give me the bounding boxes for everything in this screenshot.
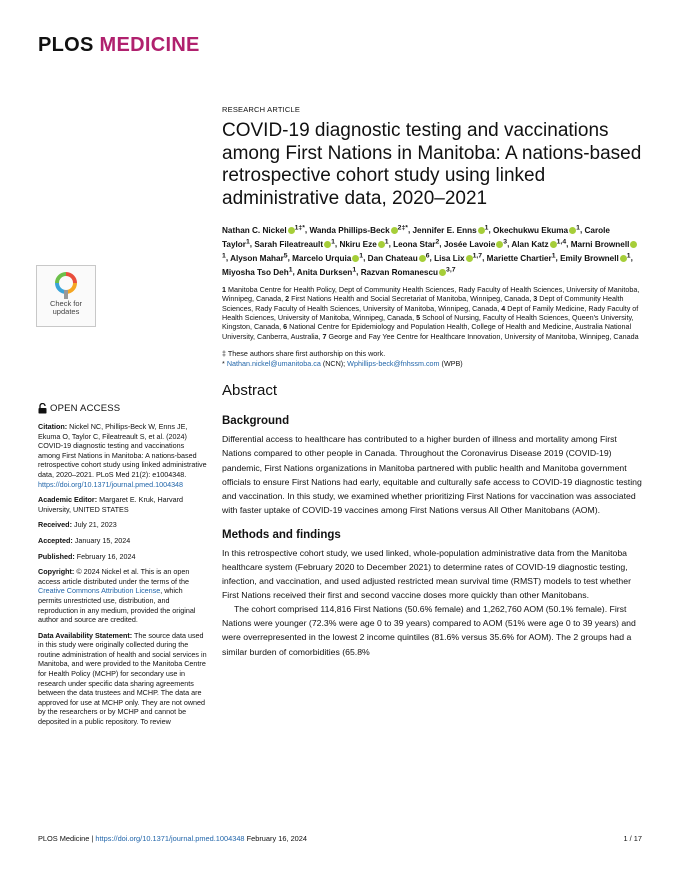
affiliation-number: 1	[222, 284, 226, 294]
published-block	[38, 552, 208, 562]
author[interactable]	[360, 265, 456, 277]
author-affiliation-marker: 1	[484, 224, 489, 232]
check-for-updates-badge[interactable]	[36, 265, 96, 327]
author-name: Anita Durksen	[296, 267, 353, 277]
page-number: 1 / 17	[623, 834, 642, 843]
orcid-icon[interactable]	[466, 255, 473, 262]
author-affiliation-marker: 3,7	[446, 265, 456, 273]
orcid-icon[interactable]	[439, 269, 446, 276]
affiliation-number: 3	[533, 294, 538, 304]
affiliations	[222, 285, 642, 341]
author-affiliation-marker: 1	[626, 252, 631, 260]
check-updates-label-1: Check for	[49, 299, 83, 308]
citation-label: Citation:	[38, 422, 68, 431]
corresponding-author-note	[222, 359, 642, 369]
author-affiliation-marker: 1,7	[472, 252, 483, 260]
author-name: Alyson Mahar	[230, 253, 284, 263]
author-affiliation-marker: 2	[435, 238, 440, 246]
methods-paragraph-1: In this retrospective cohort study, we used linked, whole-population administrative data from the Manitoba healthcare system (February 2020 to December 2021) to determine rates of COVID-19 diagnostic testing, infection, and vaccination, and used adjusted restricted mean survival time (RMST) models to test whether First Nations received their first and second vaccine doses more quickly than other Manitobans.	[222, 547, 631, 601]
author-name: Carole Taylor	[222, 226, 610, 249]
orcid-icon[interactable]	[630, 241, 637, 248]
orcid-icon[interactable]	[324, 241, 331, 248]
orcid-icon[interactable]	[478, 227, 485, 234]
author[interactable]	[368, 254, 430, 263]
check-updates-icon	[53, 270, 79, 300]
footer-citation	[38, 834, 307, 843]
methods-heading: Methods and findings	[222, 528, 341, 541]
data-availability-block	[38, 631, 208, 727]
abstract-heading: Abstract	[222, 382, 278, 400]
footer-journal: PLOS Medicine |	[38, 834, 94, 843]
editor-text: Margaret E. Kruk, Harvard University, UNITED STATES	[38, 495, 184, 514]
author-name: Nkiru Eze	[339, 239, 377, 249]
author-affiliation-marker: 1	[245, 238, 250, 246]
author-affiliation-marker: 1	[551, 252, 556, 260]
methods-paragraph-2: The cohort comprised 114,816 First Nations (50.6% female) and 1,262,760 AOM (50.1% female). First Nations were younger (72.3% were age 0 to 39 years) compared to AOM (51% were age 0 to 39 years) and were overrepresented in the lowest 2 income quintiles (81.6% versus 35.6% for AOM). The 2 groups had a similar burden of comorbidities (65.8%	[222, 604, 636, 657]
equal-contribution-note: ‡ These authors share first authorship on this work.	[222, 349, 386, 359]
author-name: Josée Lavoie	[443, 239, 496, 249]
page-footer	[38, 834, 642, 843]
affiliation-number: 6	[283, 322, 288, 332]
author[interactable]	[230, 254, 288, 263]
author-name: Okechukwu Ekuma	[493, 226, 569, 236]
orcid-icon[interactable]	[550, 241, 557, 248]
editor-label: Academic Editor:	[38, 495, 98, 505]
author[interactable]	[393, 240, 439, 249]
author[interactable]	[254, 240, 335, 249]
affiliation-text: George and Fay Yee Centre for Healthcare Innovation, University of Manitoba, Winnipeg, Canada	[328, 331, 639, 341]
orcid-icon[interactable]	[419, 255, 426, 262]
open-access-label	[38, 403, 208, 414]
author[interactable]	[309, 226, 408, 235]
affiliation-number: 2	[285, 294, 290, 304]
author[interactable]	[434, 254, 482, 263]
published-date: February 16, 2024	[76, 551, 136, 561]
affiliation-text: School of Nursing, Faculty of Health Sciences, Queen's University, Kingston, Canada,	[222, 312, 634, 332]
copyright-block	[38, 567, 208, 625]
author-affiliation-marker: 5	[283, 252, 288, 260]
author-name: Mariette Chartier	[486, 253, 552, 263]
author-name: Leona Star	[393, 239, 436, 249]
author-name: Wanda Phillips-Beck	[309, 226, 390, 236]
data-availability-text: The source data used in this study were originally collected during the routine administration of health and social services in Manitoba, and were provided to the Manitoba Centre for Health Policy (MCHP) for secondary use in research under specific data sharing agreements between the data trustees and MCHP. The data are approved for use at MCHP only. They are not owned by the researchers or by MCHP and cannot be deposited in a public repository. To review	[38, 630, 207, 727]
accepted-block	[38, 536, 208, 546]
author[interactable]	[511, 240, 566, 249]
affiliation-text: First Nations Health and Social Secretariat of Manitoba, Winnipeg, Canada,	[291, 294, 532, 304]
author-affiliation-marker: 6	[425, 252, 430, 260]
open-lock-icon	[38, 403, 47, 414]
affiliation-number: 5	[416, 312, 421, 322]
copyright-text: © 2024 Nickel et al. This is an open access article distributed under the terms of the	[38, 567, 190, 586]
citation-text: Nickel NC, Phillips-Beck W, Enns JE, Ekuma O, Taylor C, Fileatreault S, et al. (2024) COVID-19 diagnostic testing and vaccinations among First Nations in Manitoba: A nations-based retrospective cohort study using linked administrative data, 2020–2021. PLoS Med 21(2): e1004348.	[38, 422, 207, 479]
data-availability-label: Data Availability Statement:	[38, 630, 133, 640]
author-affiliation-marker: 2‡*	[397, 224, 408, 232]
author-name: Miyosha Tso Deh	[222, 267, 289, 277]
journal-name-plos: PLOS	[38, 34, 94, 56]
affiliation-number: 4	[501, 303, 506, 313]
author-name: Marcelo Urquia	[292, 253, 352, 263]
background-paragraph: Differential access to healthcare has contributed to a higher burden of illness and mortality among First Nations compared to other people in Canada. Throughout the Coronavirus Disease 2019 (COVID-19) pandemic, First Nations organizations in Manitoba partnered with public health and Manitoba government officials to ensure First Nations had early, equitable and culturally safe access to COVID-19 diagnostic testing and vaccination. In this study, we examined whether prioritizing First Nations for vaccination was associated with faster uptake of COVID-19 vaccines among First Nations versus All Other Manitobans (AOM).	[222, 434, 642, 515]
author-affiliation-marker: 1	[288, 265, 293, 273]
citation-block	[38, 422, 208, 489]
corresponding-star: *	[222, 358, 225, 368]
orcid-icon[interactable]	[391, 227, 398, 234]
author-affiliation-marker: 1	[576, 224, 580, 232]
affiliation-text: Dept of Family Medicine, Rady Faculty of Health Sciences, University of Manitoba, Winnipeg, Canada,	[222, 303, 639, 322]
author-affiliation-marker: 1,4	[556, 238, 567, 246]
author-name: Dan Chateau	[367, 253, 418, 263]
author-affiliation-marker: 1	[384, 238, 389, 246]
orcid-icon[interactable]	[378, 241, 385, 248]
article-title: COVID-19 diagnostic testing and vaccinations among First Nations in Manitoba: A nations-based retrospective cohort study using linked administrative data, 2020–2021	[222, 120, 642, 209]
copyright-label: Copyright:	[38, 567, 75, 577]
author-name: Marni Brownell	[570, 239, 630, 249]
open-access-text: OPEN ACCESS	[50, 402, 121, 414]
license-link[interactable]: Creative Commons Attribution License	[38, 586, 161, 596]
author-name: Sarah Fileatreault	[254, 239, 324, 249]
author[interactable]	[222, 265, 293, 277]
author[interactable]	[493, 226, 580, 235]
author[interactable]	[560, 254, 631, 263]
corresponding-initials-2: (WPB)	[441, 358, 463, 368]
author-name: Lisa Lix	[434, 253, 465, 263]
author-affiliation-marker: 1	[331, 238, 335, 246]
author-affiliation-marker: 1‡*	[294, 224, 305, 232]
author[interactable]	[413, 226, 489, 235]
footer-date: February 16, 2024	[246, 834, 308, 843]
author[interactable]	[296, 265, 357, 277]
author-name: Jennifer E. Enns	[412, 226, 477, 236]
author-affiliation-marker: 1	[359, 252, 364, 260]
affiliation-text: Dept of Community Health Sciences, Rady Faculty of Health Sciences, University of Manitoba, Winnipeg, Canada,	[222, 294, 624, 313]
author-list: Nathan C. Nickel $^{1\ddagger*}$, Wanda Phillips-Beck $^{2\ddagger*}$, Jennifer E. Enns $^1$, Okechukwu Ekuma $^1$, Carole Taylor$^1$, Sarah Fileatreault $^1$, Nkiru Eze $^1$, Leona Star$^2$, Josée Lavoie $^3$, Alan Katz $^{1,4}$, Marni Brownell$^1$, Alyson Mahar$^5$, Marcelo Urquia $^1$, Dan Chateau $^6$, Lisa Lix $^{1,7}$, Mariette Chartier$^1$, Emily Brownell $^1$, Miyosha Tso Deh$^1$, Anita Durksen$^1$, Razvan Romanescu $^{3,7}$	[222, 222, 642, 277]
email-link-phillips-beck[interactable]: Wphillips-beck@fnhssm.com	[347, 358, 440, 368]
check-updates-label-2: updates	[52, 307, 80, 316]
corresponding-initials-1: (NCN);	[322, 358, 346, 368]
accepted-date: January 15, 2024	[74, 535, 131, 545]
author-name: Razvan Romanescu	[360, 267, 439, 277]
author[interactable]	[292, 254, 363, 263]
affiliation-text: Manitoba Centre for Health Policy, Dept of Community Health Sciences, Rady Faculty of Health Sciences, University of Manitoba, Winnipeg, Canada,	[222, 284, 640, 304]
author-affiliation-marker: 1	[352, 265, 357, 273]
author-affiliation-marker: 1	[222, 252, 226, 260]
author[interactable]	[487, 254, 556, 263]
footer-doi-link[interactable]: https://doi.org/10.1371/journal.pmed.1004348	[95, 834, 245, 843]
article-info-sidebar	[38, 403, 208, 733]
copyright-text-end: , which permits unrestricted use, distribution, and reproduction in any medium, provided the original author and source are credited.	[38, 586, 196, 625]
author-notes	[222, 349, 642, 368]
accepted-label: Accepted:	[38, 535, 73, 545]
published-label: Published:	[38, 551, 75, 561]
affiliation-text: National Centre for Epidemiology and Population Health, College of Health and Medicine, Australia National University, Canberra, Australia,	[222, 322, 632, 341]
article-type: RESEARCH ARTICLE	[222, 105, 301, 114]
journal-name-medicine: MEDICINE	[99, 34, 200, 56]
received-label: Received:	[38, 520, 72, 530]
journal-logo	[38, 34, 200, 57]
author-name: Emily Brownell	[560, 253, 619, 263]
article-main	[222, 105, 642, 659]
citation-doi-link[interactable]: https://doi.org/10.1371/journal.pmed.1004348	[38, 479, 184, 489]
affiliation-number: 7	[322, 331, 327, 341]
received-block	[38, 520, 208, 530]
author[interactable]	[444, 240, 507, 249]
author-name: Nathan C. Nickel	[222, 226, 287, 236]
orcid-icon[interactable]	[288, 227, 295, 234]
author-affiliation-marker: 3	[503, 238, 508, 246]
email-link-nickel[interactable]: Nathan.nickel@umanitoba.ca	[226, 358, 321, 368]
received-date: July 21, 2023	[73, 520, 117, 530]
author[interactable]	[339, 240, 388, 249]
orcid-icon[interactable]	[620, 255, 627, 262]
editor-block	[38, 495, 208, 514]
author[interactable]	[222, 226, 305, 235]
author-name: Alan Katz	[511, 239, 549, 249]
background-heading: Background	[222, 415, 290, 428]
